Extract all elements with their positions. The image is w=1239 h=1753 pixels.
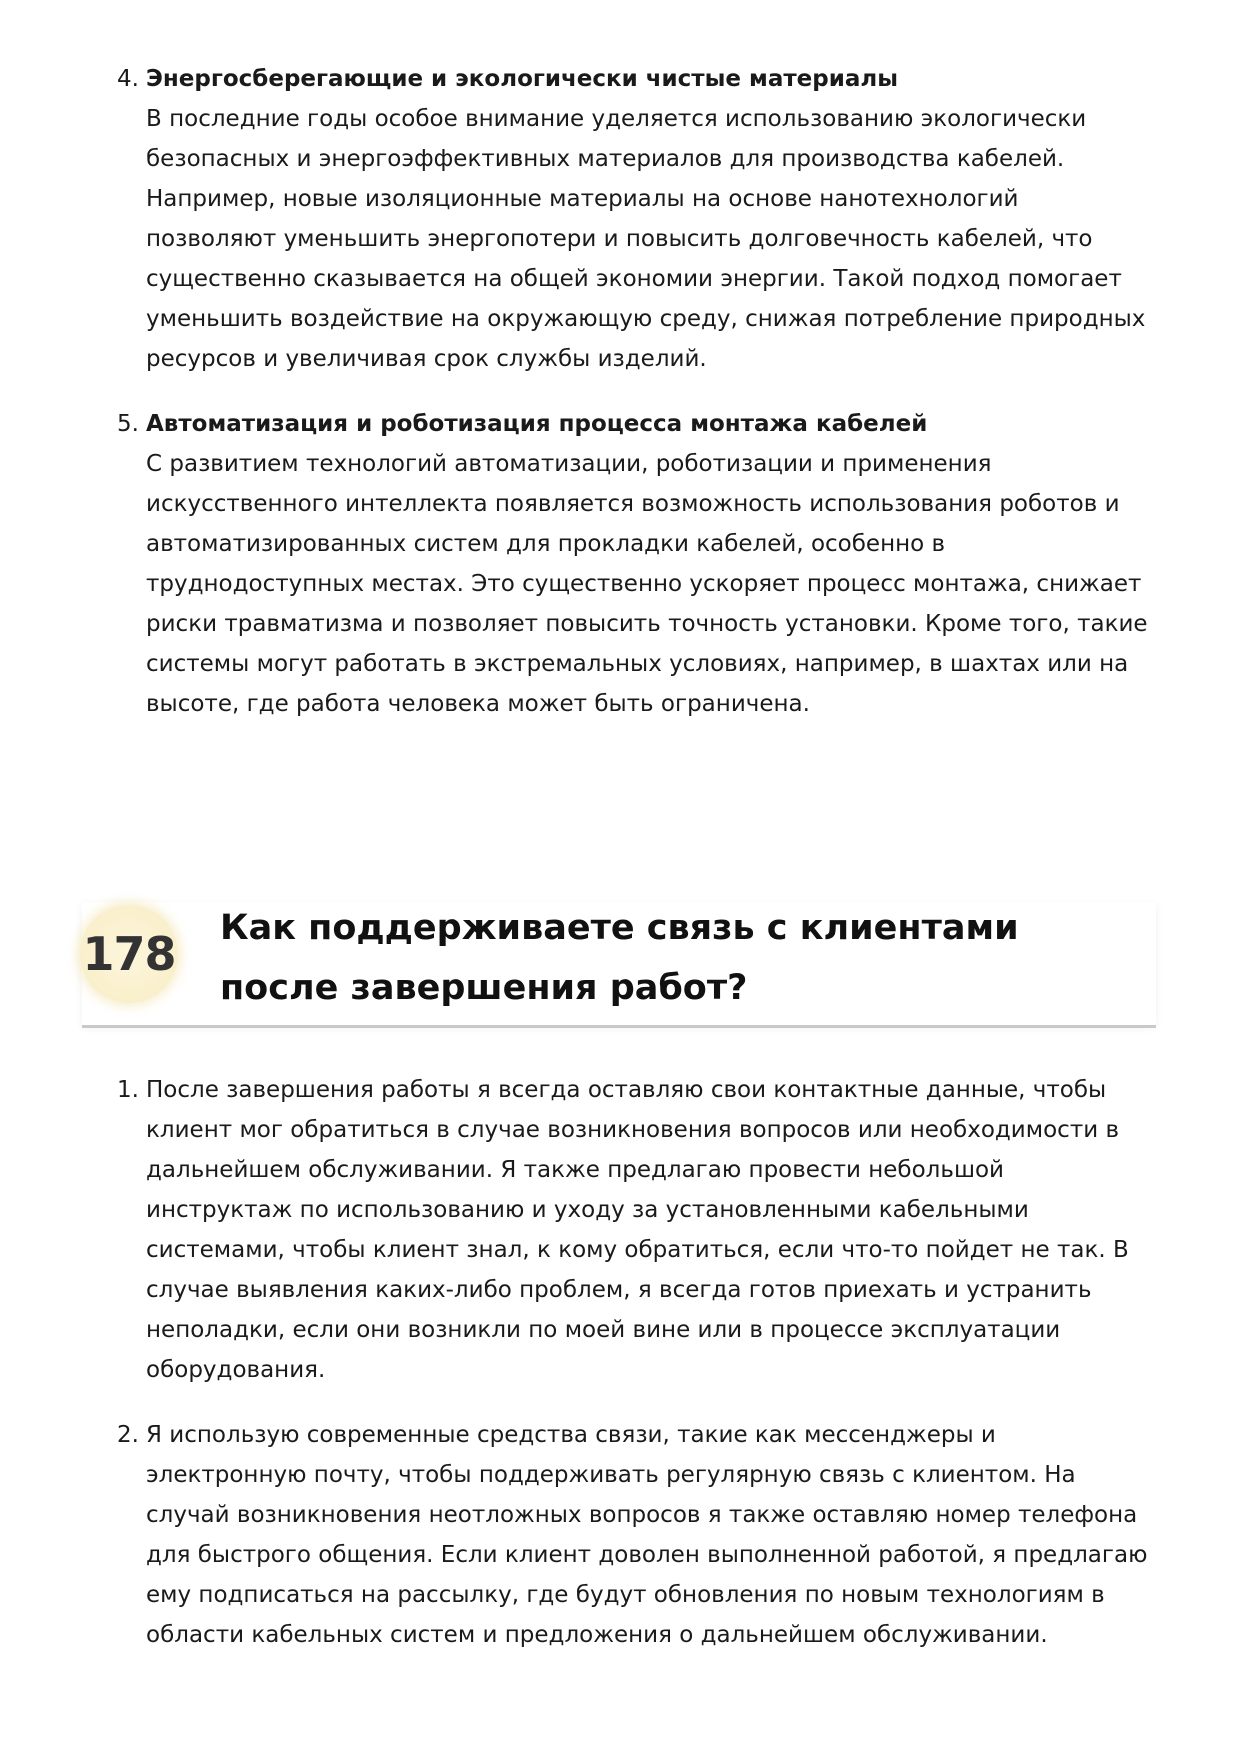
list-item-body: С развитием технологий автоматизации, роботизации и применения искусственного интеллекта появляется возможность использования роботов и автоматизированных систем для прокладки кабелей, особенно в труднодоступных местах. Это существенно ускоряет процесс монтажа, снижает риски травматизма и позволяет повысить точность установки. Кроме того, такие системы могут работать в экстремальных условиях, например, в шахтах или на высоте, где работа человека может быть ограничена.	[146, 451, 1148, 717]
list-item-title: Автоматизация и роботизация процесса монтажа кабелей	[146, 411, 928, 437]
list-item	[0, 59, 1239, 379]
question-number: 178	[82, 927, 176, 981]
list-item-number: 2.	[117, 1422, 139, 1448]
answer-list	[0, 1070, 1239, 1655]
previous-answer-list	[0, 59, 1239, 724]
list-item-number: 4.	[117, 66, 139, 92]
list-item-number: 1.	[117, 1077, 139, 1103]
question-title: Как поддерживаете связь с клиентами после завершения работ?	[220, 908, 1019, 1008]
header-divider	[82, 1025, 1156, 1028]
list-item-body: После завершения работы я всегда оставляю свои контактные данные, чтобы клиент мог обратиться в случае возникновения вопросов или необходимости в дальнейшем обслуживании. Я также предлагаю провести небольшой инструктаж по использованию и уходу за установленными кабельными системами, чтобы клиент знал, к кому обратиться, если что-то пойдет не так. В случае выявления каких-либо проблем, я всегда готов приехать и устранить неполадки, если они возникли по моей вине или в процессе эксплуатации оборудования.	[146, 1077, 1129, 1383]
list-item-body: В последние годы особое внимание уделяется использованию экологически безопасных и энергоэффективных материалов для производства кабелей. Например, новые изоляционные материалы на основе нанотехнологий позволяют уменьшить энергопотери и повысить долговечность кабелей, что существенно сказывается на общей экономии энергии. Такой подход помогает уменьшить воздействие на окружающую среду, снижая потребление природных ресурсов и увеличивая срок службы изделий.	[146, 106, 1146, 372]
list-item	[0, 1415, 1239, 1655]
list-item-number: 5.	[117, 411, 139, 437]
list-item-title: Энергосберегающие и экологически чистые материалы	[146, 66, 899, 92]
question-number-badge	[80, 905, 178, 1003]
list-item-body: Я использую современные средства связи, такие как мессенджеры и электронную почту, чтобы поддерживать регулярную связь с клиентом. На случай возникновения неотложных вопросов я также оставляю номер телефона для быстрого общения. Если клиент доволен выполненной работой, я предлагаю ему подписаться на рассылку, где будут обновления по новым технологиям в области кабельных систем и предложения о дальнейшем обслуживании.	[146, 1422, 1148, 1648]
list-item	[0, 404, 1239, 724]
list-item	[0, 1070, 1239, 1390]
